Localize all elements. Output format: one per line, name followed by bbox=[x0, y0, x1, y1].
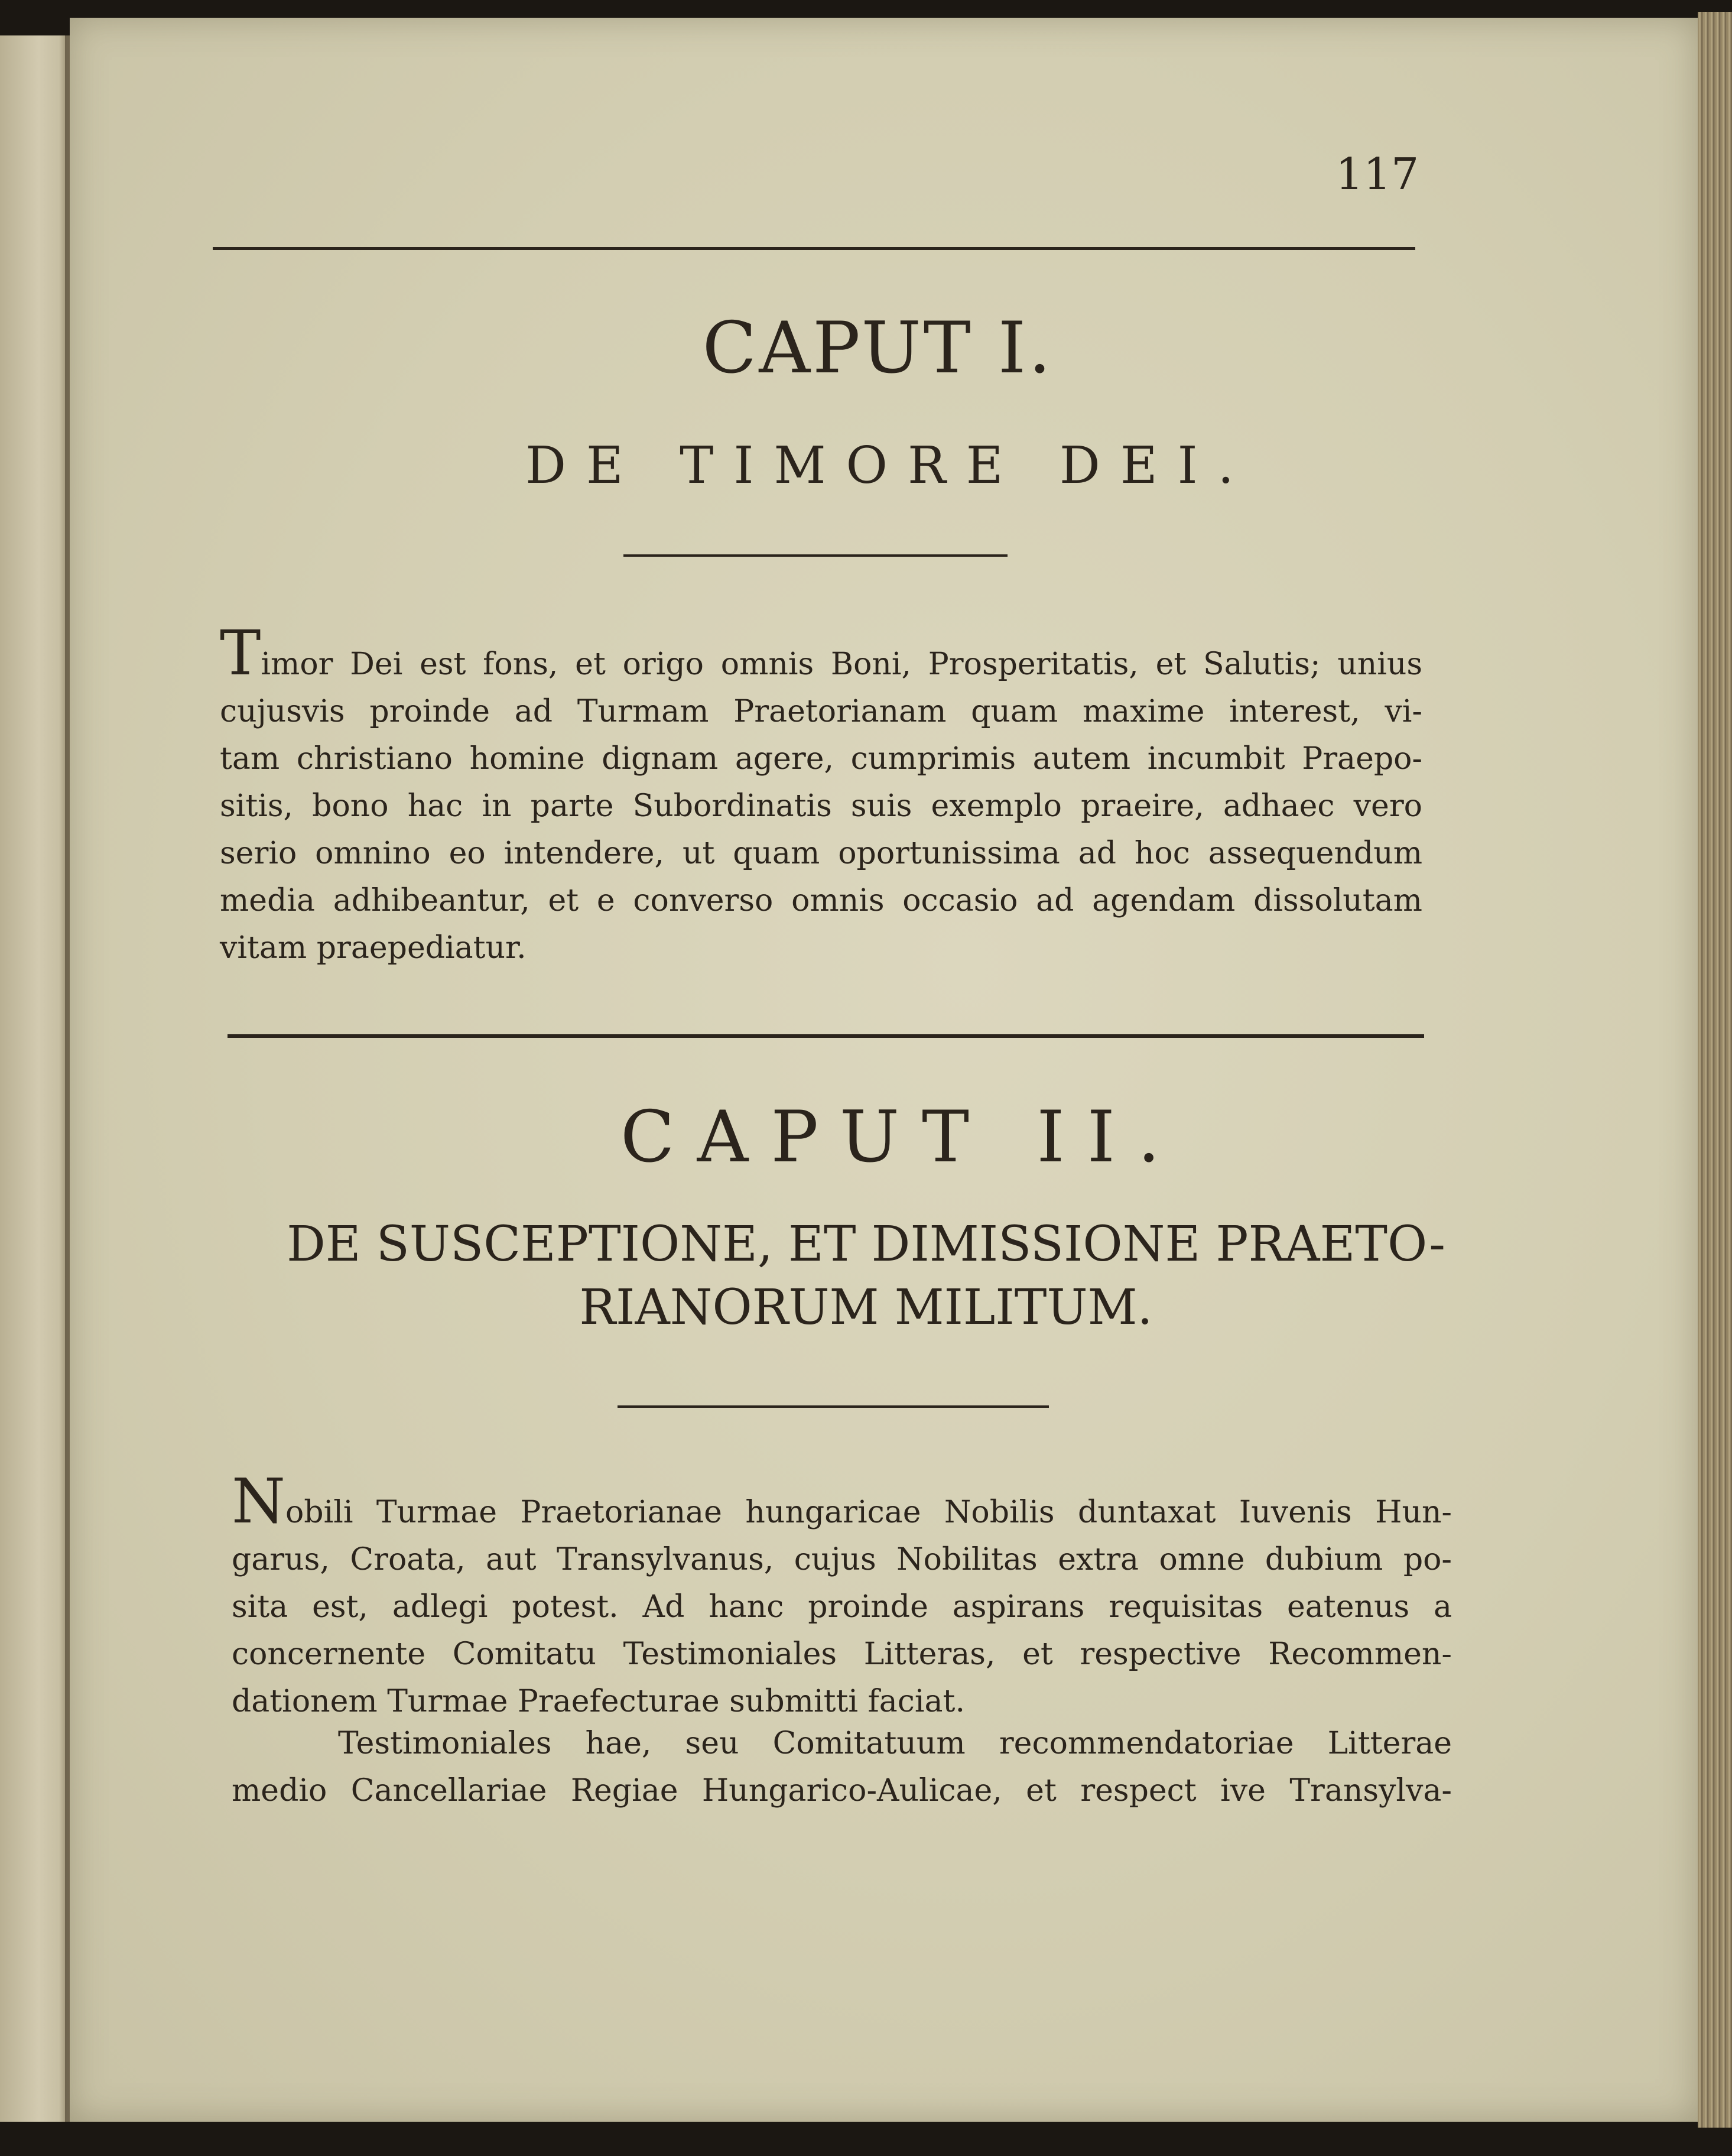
chapter-2-subtitle-line-1: DE SUSCEPTIONE, ET DIMISSIONE PRAETO- bbox=[287, 1216, 1445, 1272]
paragraph-line: vitam praepediatur. bbox=[220, 930, 527, 966]
paragraph-line: media adhibeantur, et e converso omnis occasio ad agendam dissolutam bbox=[220, 883, 1422, 918]
chapter-2-paragraph-1 bbox=[232, 1465, 1452, 1725]
chapter-2-subtitle-line-2: RIANORUM MILITUM. bbox=[579, 1280, 1153, 1336]
chapter-1-subtitle: DE TIMORE DEI. bbox=[525, 436, 1254, 495]
paragraph-line: serio omnino eo intendere, ut quam oportunissima ad hoc assequendum bbox=[220, 836, 1422, 871]
paragraph-line: Timor Dei est fons, et origo omnis Boni, Prosperitatis, et Salutis; unius bbox=[220, 617, 1422, 689]
chapter-2-short-rule bbox=[618, 1405, 1049, 1408]
page-number: 117 bbox=[1335, 149, 1419, 200]
drop-cap: N bbox=[232, 1465, 285, 1537]
paragraph-line: medio Cancellariae Regiae Hungarico-Aulicae, et respect ive Transylva- bbox=[232, 1773, 1452, 1808]
paragraph-line: dationem Turmae Praefecturae submitti faciat. bbox=[232, 1684, 965, 1719]
chapter-2-paragraph-2 bbox=[232, 1720, 1452, 1814]
paragraph-line: sita est, adlegi potest. Ad hanc proinde aspirans requisitas eatenus a bbox=[232, 1589, 1452, 1625]
top-rule bbox=[213, 247, 1415, 250]
paragraph-line: cujusvis proinde ad Turmam Praetorianam quam maxime interest, vi- bbox=[220, 694, 1422, 729]
paragraph-line: concernente Comitatu Testimoniales Litteras, et respective Recommen- bbox=[232, 1637, 1452, 1672]
drop-cap: T bbox=[220, 617, 261, 689]
paragraph-line: garus, Croata, aut Transylvanus, cujus Nobilitas extra omne dubium po- bbox=[232, 1542, 1452, 1577]
chapter-1-title: CAPUT I. bbox=[702, 307, 1054, 389]
paragraph-line: sitis, bono hac in parte Subordinatis suis exemplo praeire, adhaec vero bbox=[220, 788, 1422, 824]
paragraph-line: Testimoniales hae, seu Comitatuum recommendatoriae Litterae bbox=[338, 1726, 1452, 1761]
paragraph-line: Nobili Turmae Praetorianae hungaricae Nobilis duntaxat Iuvenis Hun- bbox=[232, 1465, 1452, 1537]
chapter-separator-rule bbox=[228, 1034, 1424, 1038]
chapter-1-short-rule bbox=[623, 554, 1008, 557]
paragraph-line: tam christiano homine dignam agere, cumprimis autem incumbit Praepo- bbox=[220, 741, 1422, 777]
chapter-2-title: CAPUT II. bbox=[620, 1096, 1183, 1178]
chapter-1-paragraph bbox=[220, 617, 1422, 972]
